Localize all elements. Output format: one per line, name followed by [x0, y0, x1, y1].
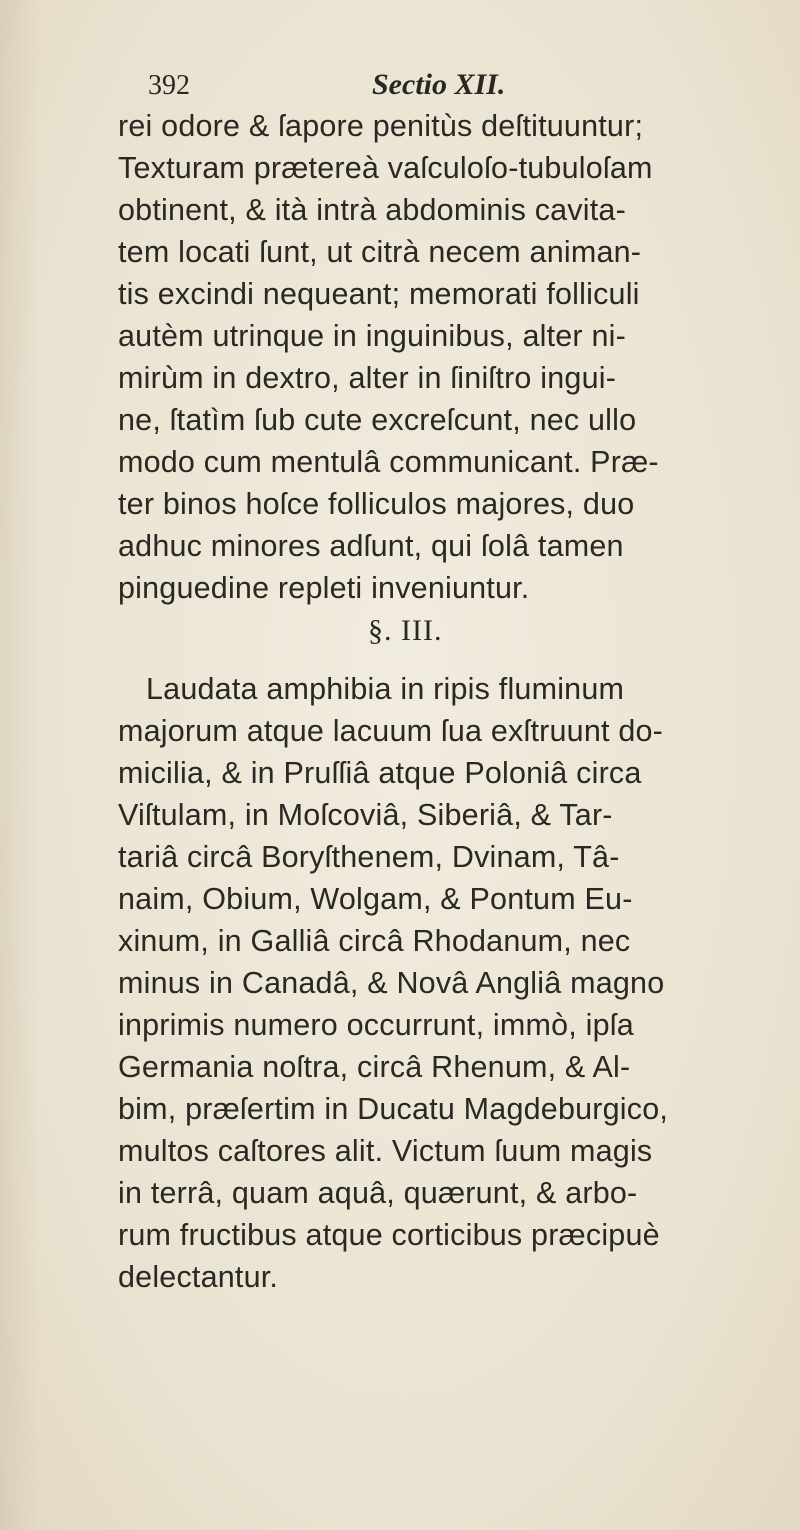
text-line: mirùm in dextro, alter in ſiniſtro ingui- [118, 361, 617, 395]
text-line: Texturam prætereà vaſculoſo-tubuloſam [118, 151, 653, 185]
text-line: autèm utrinque in inguinibus, alter ni- [118, 319, 626, 353]
text-line: inprimis numero occurrunt, immò, ipſa [118, 1008, 634, 1042]
text-line: Viſtulam, in Moſcoviâ, Siberiâ, & Tar- [118, 798, 613, 832]
text-line: tis excindi nequeant; memorati folliculi [118, 277, 640, 311]
text-line: obtinent, & ità intrà abdominis cavita- [118, 193, 626, 227]
paragraph-2 [118, 668, 768, 1298]
text-line: ter binos hoſce folliculos majores, duo [118, 487, 635, 521]
text-line: bim, præſertim in Ducatu Magdeburgico, [118, 1092, 669, 1126]
text-line: multos caſtores alit. Victum ſuum magis [118, 1134, 653, 1168]
text-line: modo cum mentulâ communicant. Præ- [118, 445, 659, 479]
page-number: 392 [148, 70, 190, 101]
text-line: delectantur. [118, 1260, 279, 1294]
text-line: xinum, in Galliâ circâ Rhodanum, nec [118, 924, 631, 958]
text-line: tariâ circâ Boryſthenem, Dvinam, Tâ- [118, 840, 620, 874]
text-line: rum fructibus atque corticibus præcipuè [118, 1218, 660, 1252]
text-line: minus in Canadâ, & Novâ Angliâ magno [118, 966, 665, 1000]
text-line: adhuc minores adſunt, qui ſolâ tamen [118, 529, 624, 563]
text-line: Laudata amphibia in ripis fluminum [146, 672, 625, 706]
section-number: §. III. [368, 614, 443, 647]
text-line: ne, ſtatìm ſub cute excreſcunt, nec ullo [118, 403, 637, 437]
text-line: micilia, & in Pruſſiâ atque Poloniâ circa [118, 756, 642, 790]
page-gutter-shadow [0, 0, 40, 1530]
section-title: Sectio XII. [372, 68, 506, 101]
running-head [140, 62, 760, 106]
text-line: naim, Obium, Wolgam, & Pontum Eu- [118, 882, 633, 916]
text-line: rei odore & ſapore penitùs deſtituuntur; [118, 109, 644, 143]
text-line: tem locati ſunt, ut citrà necem animan- [118, 235, 642, 269]
paragraph-1 [118, 105, 768, 609]
text-line: pinguedine repleti inveniuntur. [118, 571, 530, 605]
text-line: in terrâ, quam aquâ, quærunt, & arbo- [118, 1176, 638, 1210]
text-line: majorum atque lacuum ſua exſtruunt do- [118, 714, 664, 748]
text-line: Germania noſtra, circâ Rhenum, & Al- [118, 1050, 631, 1084]
